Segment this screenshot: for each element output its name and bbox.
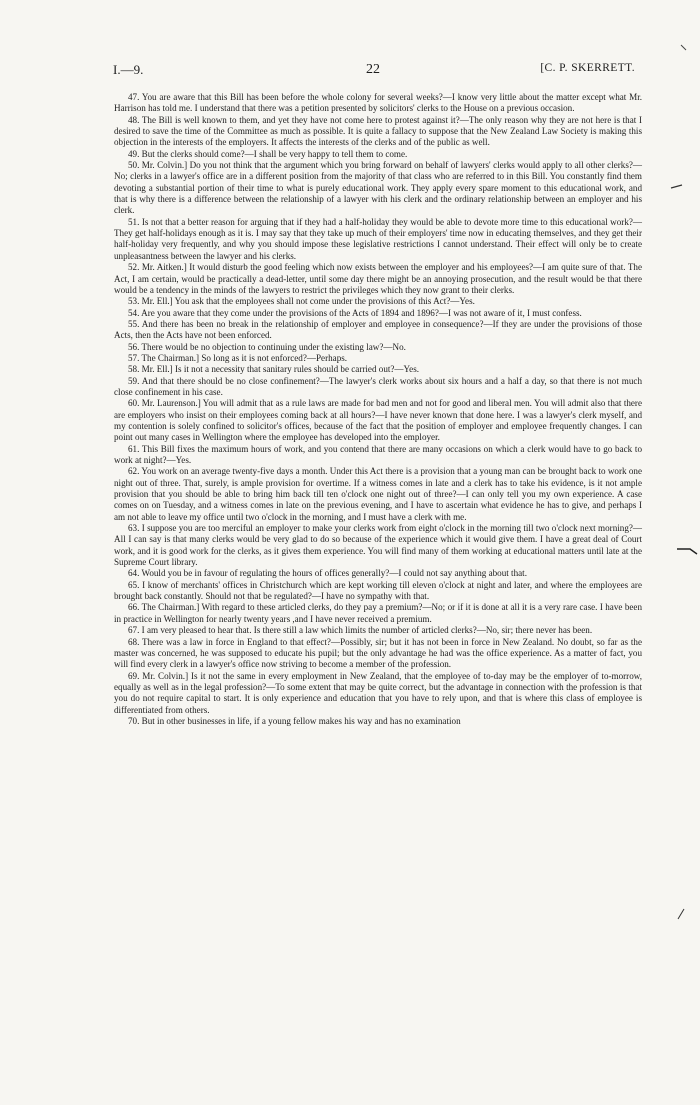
paragraph-50: 50. Mr. Colvin.] Do you not think that the argument which you bring forward on behalf of lawyers' clerks would apply to all other clerks?—No; clerks in a lawyer's office are in a different position from the majority of that class who are referred to in this Bill. You constantly find them devoting a substantial portion of their time to what is purely educational work. They apply every spare moment to this educational work, and that is why there is a difference between the relationship of a lawyer with his clerk and the ordinary relationship between an employer and his clerk. xyxy=(114,160,642,216)
page-number: 22 xyxy=(366,62,380,77)
paragraph-61: 61. This Bill fixes the maximum hours of work, and you contend that there are many occasions on which a clerk would have to go back to work at night?—Yes. xyxy=(114,443,642,465)
paragraph-53: 53. Mr. Ell.] You ask that the employees shall not come under the provisions of this Act?—Yes. xyxy=(128,296,475,307)
scan-mark-upper xyxy=(670,183,684,191)
paragraph-49: 49. But the clerks should come?—I shall be very happy to tell them to come. xyxy=(128,148,408,159)
paragraph-59: 59. And that there should be no close confinement?—The lawyer's clerk works about six hours and a half a day, so that there is not much close confinement in his case. xyxy=(114,375,642,397)
document-body xyxy=(114,92,642,727)
document-reference: I.—9. xyxy=(113,62,144,77)
paragraph-60: 60. Mr. Laurenson.] You will admit that as a rule laws are made for bad men and not for good and liberal men. You will admit also that there are employers who insist on their employees coming back at all hours?—I have never known that done here. I was a lawyer's clerk myself, and my contention is solely confined to solicitor's offices, because of the fact that the position of employer and employee frequently changes. I can point out many cases in Wellington where the employee has developed into the employer. xyxy=(114,398,642,443)
paragraph-64: 64. Would you be in favour of regulating the hours of offices generally?—I could not say anything about that. xyxy=(128,568,527,579)
paragraph-70: 70. But in other businesses in life, if a young fellow makes his way and has no examination xyxy=(128,715,461,726)
paragraph-63: 63. I suppose you are too merciful an employer to make your clerks work from eight o'clock in the morning till two o'clock next morning?—All I can say is that many clerks would be very glad to do so because of the experience which it would give them. I have a great deal of Court work, and it is good work for the clerks, as it gives them experience. You will find many of them working at educational matters until late at the Supreme Court library. xyxy=(114,523,642,568)
paragraph-58: 58. Mr. Ell.] Is it not a necessity that sanitary rules should be carried out?—Yes. xyxy=(128,364,420,375)
paragraph-48: 48. The Bill is well known to them, and yet they have not come here to protest against it?—The only reason why they are not here is that I desired to save the time of the Committee as much as possible. It is quite a fallacy to suppose that the New Zealand Law Society is making this objection in the interests of the employers. It affects the interests of the clerks and of the public as well. xyxy=(114,114,642,148)
paragraph-51: 51. Is not that a better reason for arguing that if they had a half-holiday they would be able to devote more time to this educational work?—They get half-holidays enough as it is. I may say that they take up much of their employers' time now in educating themselves, and they get their half-holiday very frequently, and why you should impose these legislative restrictions I cannot understand. Their effect will only be to create unpleasantness between the lawyer and his clerks. xyxy=(114,216,642,261)
paragraph-47: 47. You are aware that this Bill has been before the whole colony for several weeks?—I know very little about the matter except what Mr. Harrison has told me. I understand that there was a petition presented by solicitors' clerks to the House on a previous occasion. xyxy=(114,92,642,114)
paragraph-67: 67. I am very pleased to hear that. Is there still a law which limits the number of articled clerks?—No, sir; there never has been. xyxy=(128,625,593,636)
paragraph-62: 62. You work on an average twenty-five days a month. Under this Act there is a provision that a young man can be brought back to work one night out of three. That, surely, is ample provision for overtime. If a witness comes in late and a clerk has to take his evidence, is it not ample provision that you should be able to bring him back till ten o'clock one night out of three?—I can only tell you my own experience. A case comes on on Tuesday, and a witness comes in late on the previous evening, and I have to ascertain what evidence he has to give, and perhaps I am not able to leave my office until two o'clock in the morning, and I must have a clerk with me. xyxy=(114,466,642,522)
scan-mark-middle xyxy=(676,545,698,557)
scan-mark-lower xyxy=(676,907,686,921)
paragraph-55: 55. And there has been no break in the relationship of employer and employee in consequence?—If they are under the provisions of those Acts, then the Acts have not been enforced. xyxy=(114,318,642,341)
paragraph-52: 52. Mr. Aitken.] It would disturb the good feeling which now exists between the employer and his employees?—I am quite sure of that. The Act, I am certain, would be practically a dead-letter, until some day there might be an annoying prosecution, and the result would be that there would be a tendency in the minds of the lawyers to restrict the privileges which they now grant to their clerks. xyxy=(114,262,642,295)
paragraph-65: 65. I know of merchants' offices in Christchurch which are kept working till eleven o'clock at night and later, and where the employees are brought back constantly. Should not that be regulated?—I have no sympathy with that. xyxy=(114,579,642,602)
paragraph-66: 66. The Chairman.] With regard to these articled clerks, do they pay a premium?—No; or if it is done at all it is a very rare case. I have been in practice in Wellington for nearly twenty years ,and I have never received a premium. xyxy=(114,602,642,624)
page-header xyxy=(113,62,633,78)
scan-mark-top xyxy=(680,44,688,52)
witness-name: [C. P. SKERRETT. xyxy=(540,62,635,74)
paragraph-57: 57. The Chairman.] So long as it is not enforced?—Perhaps. xyxy=(128,352,348,363)
paragraph-56: 56. There would be no objection to continuing under the existing law?—No. xyxy=(128,341,406,352)
paragraph-54: 54. Are you aware that they come under the provisions of the Acts of 1894 and 1896?—I was not aware of it, I must confess. xyxy=(128,307,582,318)
paragraph-68: 68. There was a law in force in England to that effect?—Possibly, sir; but it has not been in force in New Zealand. No doubt, so far as the master was concerned, he was supposed to educate his pupil; but the only advantage he had was the office experience. As a matter of fact, you will find every clerk in a lawyer's office now striving to become a member of the profession. xyxy=(114,636,642,670)
paragraph-69: 69. Mr. Colvin.] Is it not the same in every employment in New Zealand, that the employee of to-day may be the employer of to-morrow, equally as well as in the legal profession?—To some extent that may be quite correct, but the advantage in connection with the profession is that you do not require capital to start. It is only experience and education that you have to rely upon, and that is where this class of employee is differentiated from others. xyxy=(114,670,642,715)
